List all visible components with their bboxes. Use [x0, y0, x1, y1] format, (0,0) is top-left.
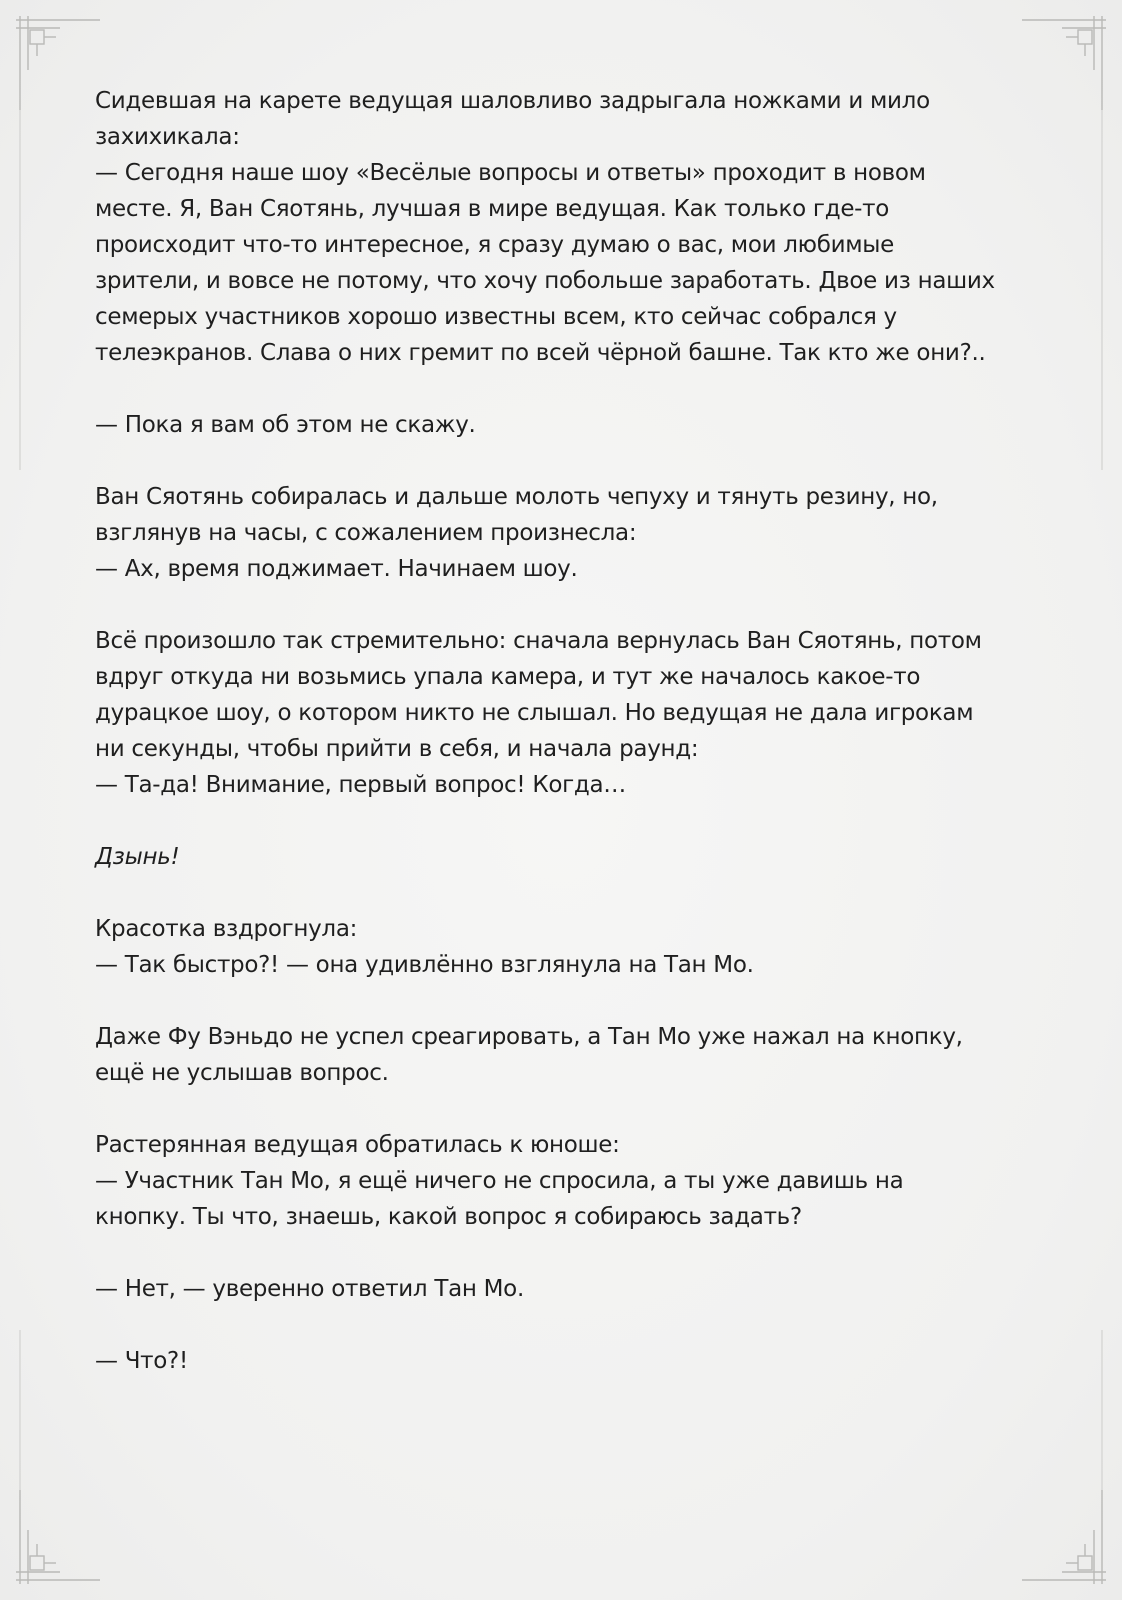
paragraph [95, 407, 1025, 443]
paragraph [95, 1019, 1025, 1091]
text-line: зрители, и вовсе не потому, что хочу побольше заработать. Двое из наших [95, 268, 995, 294]
text-line: захихикала: [95, 124, 240, 150]
text-line: ни секунды, чтобы прийти в себя, и начала раунд: [95, 736, 699, 762]
paragraph-sound-effect [95, 839, 1025, 875]
text-line: Красотка вздрогнула: [95, 916, 358, 942]
paragraph [95, 1271, 1025, 1307]
text-line: семерых участников хорошо известны всем, кто сейчас собрался у [95, 304, 897, 330]
paragraph [95, 83, 1025, 371]
corner-ornament-top-right [1022, 16, 1106, 110]
paragraph [95, 479, 1025, 587]
paragraph [95, 1127, 1025, 1235]
paragraph [95, 1343, 1025, 1379]
corner-ornament-top-left [16, 16, 100, 110]
text-line: — Что?! [95, 1348, 188, 1374]
text-line: Дзынь! [95, 844, 180, 870]
text-line: ещё не услышав вопрос. [95, 1060, 389, 1086]
text-line: вдруг откуда ни возьмись упала камера, и тут же началось какое-то [95, 664, 921, 690]
text-line: — Сегодня наше шоу «Весёлые вопросы и ответы» проходит в новом [95, 160, 926, 186]
text-line: взглянув на часы, с сожалением произнесла: [95, 520, 637, 546]
corner-ornament-bottom-right [1022, 1490, 1106, 1584]
text-line: — Ах, время поджимает. Начинаем шоу. [95, 556, 578, 582]
text-line: — Участник Тан Мо, я ещё ничего не спросила, а ты уже давишь на [95, 1168, 904, 1194]
paragraph [95, 911, 1025, 983]
text-line: кнопку. Ты что, знаешь, какой вопрос я собираюсь задать? [95, 1204, 802, 1230]
text-line: месте. Я, Ван Сяотянь, лучшая в мире ведущая. Как только где-то [95, 196, 890, 222]
corner-ornament-bottom-left [16, 1490, 100, 1584]
text-line: — Та-да! Внимание, первый вопрос! Когда… [95, 772, 627, 798]
text-line: дурацкое шоу, о котором никто не слышал. Но ведущая не дала игрокам [95, 700, 974, 726]
text-line: — Пока я вам об этом не скажу. [95, 412, 476, 438]
text-block [95, 83, 1025, 1415]
text-line: происходит что-то интересное, я сразу думаю о вас, мои любимые [95, 232, 895, 258]
text-line: Даже Фу Вэньдо не успел среагировать, а Тан Мо уже нажал на кнопку, [95, 1024, 963, 1050]
text-line: Сидевшая на карете ведущая шаловливо задрыгала ножками и мило [95, 88, 930, 114]
text-line: — Так быстро?! — она удивлённо взглянула на Тан Мо. [95, 952, 754, 978]
text-line: Ван Сяотянь собиралась и дальше молоть чепуху и тянуть резину, но, [95, 484, 938, 510]
text-line: Всё произошло так стремительно: сначала вернулась Ван Сяотянь, потом [95, 628, 982, 654]
text-line: телеэкранов. Слава о них гремит по всей чёрной башне. Так кто же они?.. [95, 340, 986, 366]
text-line: — Нет, — уверенно ответил Тан Мо. [95, 1276, 524, 1302]
paragraph [95, 623, 1025, 803]
text-line: Растерянная ведущая обратилась к юноше: [95, 1132, 620, 1158]
